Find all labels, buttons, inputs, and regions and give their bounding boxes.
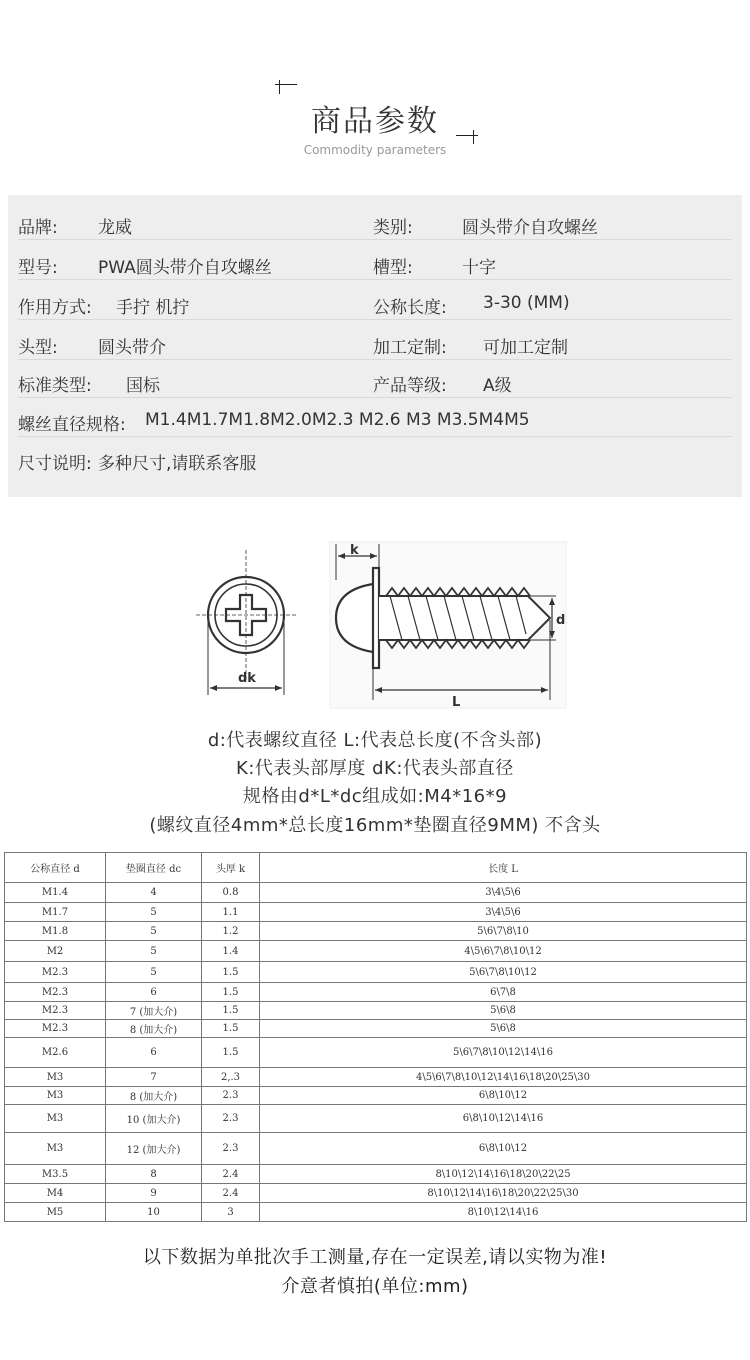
- category-value: 圆头带介自攻螺丝: [462, 218, 598, 238]
- cell-washer-diameter: 10: [106, 1203, 202, 1222]
- param-row: [18, 201, 732, 240]
- grade-label: 产品等级:: [373, 376, 447, 396]
- cell-washer-diameter: 4: [106, 883, 202, 903]
- cell-length: 4\5\6\7\8\10\12: [260, 941, 747, 962]
- param-row: [18, 398, 732, 437]
- cell-washer-diameter: 6: [106, 983, 202, 1002]
- grade-value: A级: [483, 376, 512, 396]
- column-header: 长度 L: [260, 853, 747, 883]
- cell-length: 5\6\8: [260, 1020, 747, 1038]
- cell-head-thickness: 2.3: [202, 1105, 260, 1133]
- table-row: [5, 883, 747, 903]
- cell-diameter: M3: [5, 1105, 106, 1133]
- standard-value: 国标: [126, 376, 160, 396]
- table-row: [5, 1105, 747, 1133]
- usage-label: 作用方式:: [18, 298, 92, 318]
- cell-washer-diameter: 8: [106, 1165, 202, 1184]
- cell-washer-diameter: 6: [106, 1038, 202, 1068]
- screw-diagram: [190, 540, 570, 710]
- cell-head-thickness: 2.4: [202, 1165, 260, 1184]
- diameter-value: M1.4M1.7M1.8M2.0M2.3 M2.6 M3 M3.5M4M5: [145, 410, 530, 430]
- cell-washer-diameter: 5: [106, 962, 202, 983]
- cell-head-thickness: 1.5: [202, 983, 260, 1002]
- cell-diameter: M4: [5, 1184, 106, 1203]
- cell-washer-diameter: 5: [106, 941, 202, 962]
- cell-washer-diameter: 10 (加大介): [106, 1105, 202, 1133]
- cell-diameter: M2.3: [5, 1002, 106, 1020]
- cell-length: 6\7\8: [260, 983, 747, 1002]
- table-row: [5, 1002, 747, 1020]
- cell-diameter: M1.8: [5, 922, 106, 941]
- standard-label: 标准类型:: [18, 376, 92, 396]
- cell-head-thickness: 2.3: [202, 1133, 260, 1165]
- cell-length: 8\10\12\14\16: [260, 1203, 747, 1222]
- cell-diameter: M3.5: [5, 1165, 106, 1184]
- cell-diameter: M2.3: [5, 983, 106, 1002]
- head-value: 圆头带介: [98, 338, 166, 358]
- cell-diameter: M2.3: [5, 1020, 106, 1038]
- caption-line: K:代表头部厚度 dK:代表头部直径: [236, 758, 514, 779]
- cell-washer-diameter: 5: [106, 922, 202, 941]
- table-header-row: [5, 853, 747, 883]
- cell-head-thickness: 1.5: [202, 1020, 260, 1038]
- params-panel: [8, 195, 742, 497]
- cell-head-thickness: 2.4: [202, 1184, 260, 1203]
- cell-head-thickness: 2.3: [202, 1087, 260, 1105]
- table-body: [5, 883, 747, 1222]
- cell-length: 8\10\12\14\16\18\20\22\25: [260, 1165, 747, 1184]
- cell-washer-diameter: 8 (加大介): [106, 1087, 202, 1105]
- param-row: [18, 359, 732, 398]
- cell-head-thickness: 1.2: [202, 922, 260, 941]
- cell-length: 6\8\10\12: [260, 1087, 747, 1105]
- cell-diameter: M2: [5, 941, 106, 962]
- cell-head-thickness: 3: [202, 1203, 260, 1222]
- cell-length: 5\6\7\8\10\12\14\16: [260, 1038, 747, 1068]
- corner-decoration: [473, 130, 474, 144]
- table-row: [5, 1087, 747, 1105]
- cell-length: 3\4\5\6: [260, 903, 747, 922]
- column-header: 头厚 k: [202, 853, 260, 883]
- param-row: [18, 241, 732, 280]
- table-row: [5, 962, 747, 983]
- page-subtitle: Commodity parameters: [303, 143, 447, 157]
- section-header: [0, 0, 750, 175]
- custom-label: 加工定制:: [373, 338, 447, 358]
- label-d: d: [556, 613, 566, 628]
- screw-side-view: [330, 542, 566, 708]
- cell-length: 6\8\10\12: [260, 1133, 747, 1165]
- cell-diameter: M2.6: [5, 1038, 106, 1068]
- cell-length: 5\6\7\8\10: [260, 922, 747, 941]
- footer-note: 介意者慎拍(单位:mm): [281, 1276, 469, 1297]
- table-row: [5, 1068, 747, 1087]
- corner-decoration: [456, 135, 478, 136]
- table-row: [5, 1203, 747, 1222]
- param-row: [18, 321, 732, 360]
- cell-diameter: M3: [5, 1068, 106, 1087]
- table-row: [5, 983, 747, 1002]
- table-row: [5, 1133, 747, 1165]
- brand-value: 龙威: [98, 218, 132, 238]
- cell-length: 4\5\6\7\8\10\12\14\16\18\20\25\30: [260, 1068, 747, 1087]
- cell-diameter: M5: [5, 1203, 106, 1222]
- usage-value: 手拧 机拧: [116, 298, 190, 318]
- caption-line: (螺纹直径4mm*总长度16mm*垫圈直径9MM) 不含头: [149, 815, 601, 836]
- param-row: [18, 281, 732, 320]
- cell-length: 3\4\5\6: [260, 883, 747, 903]
- column-header: 垫圈直径 dc: [106, 853, 202, 883]
- table-row: [5, 922, 747, 941]
- cell-diameter: M3: [5, 1133, 106, 1165]
- length-label: 公称长度:: [373, 298, 447, 318]
- table-row: [5, 1165, 747, 1184]
- cell-diameter: M1.4: [5, 883, 106, 903]
- slot-label: 槽型:: [373, 258, 413, 278]
- cell-washer-diameter: 7: [106, 1068, 202, 1087]
- cell-head-thickness: 1.5: [202, 962, 260, 983]
- cell-washer-diameter: 12 (加大介): [106, 1133, 202, 1165]
- cell-head-thickness: 1.5: [202, 1002, 260, 1020]
- model-label: 型号:: [18, 258, 58, 278]
- head-label: 头型:: [18, 338, 58, 358]
- brand-label: 品牌:: [18, 218, 58, 238]
- diameter-label: 螺丝直径规格:: [18, 415, 126, 435]
- caption-line: 规格由d*L*dc组成如:M4*16*9: [242, 786, 508, 807]
- size-label: 尺寸说明:: [18, 454, 92, 474]
- model-value: PWA圆头带介自攻螺丝: [98, 258, 272, 278]
- cell-head-thickness: 1.4: [202, 941, 260, 962]
- custom-value: 可加工定制: [483, 338, 568, 358]
- size-value: 多种尺寸,请联系客服: [98, 454, 257, 474]
- cell-washer-diameter: 7 (加大介): [106, 1002, 202, 1020]
- cell-head-thickness: 1.1: [202, 903, 260, 922]
- param-row: [18, 437, 732, 476]
- cell-washer-diameter: 9: [106, 1184, 202, 1203]
- cell-diameter: M1.7: [5, 903, 106, 922]
- cell-length: 6\8\10\12\14\16: [260, 1105, 747, 1133]
- cell-length: 5\6\7\8\10\12: [260, 962, 747, 983]
- label-k: k: [350, 543, 359, 558]
- cell-head-thickness: 1.5: [202, 1038, 260, 1068]
- table-row: [5, 1184, 747, 1203]
- table-row: [5, 903, 747, 922]
- cell-washer-diameter: 5: [106, 903, 202, 922]
- table-row: [5, 941, 747, 962]
- column-header: 公称直径 d: [5, 853, 106, 883]
- category-label: 类别:: [373, 218, 413, 238]
- page-title: 商品参数: [311, 104, 439, 139]
- footer-note: 以下数据为单批次手工测量,存在一定误差,请以实物为准!: [142, 1247, 608, 1268]
- corner-decoration: [279, 80, 280, 94]
- cell-washer-diameter: 8 (加大介): [106, 1020, 202, 1038]
- cell-length: 5\6\8: [260, 1002, 747, 1020]
- spec-table: [4, 852, 747, 1222]
- label-dk: dk: [238, 671, 256, 686]
- slot-value: 十字: [462, 258, 496, 278]
- table-row: [5, 1038, 747, 1068]
- caption-line: d:代表螺纹直径 L:代表总长度(不含头部): [207, 730, 543, 751]
- table-row: [5, 1020, 747, 1038]
- cell-length: 8\10\12\14\16\18\20\22\25\30: [260, 1184, 747, 1203]
- cell-diameter: M3: [5, 1087, 106, 1105]
- cell-diameter: M2.3: [5, 962, 106, 983]
- label-l: L: [452, 695, 461, 710]
- length-value: 3-30 (MM): [483, 293, 570, 313]
- cell-head-thickness: 0.8: [202, 883, 260, 903]
- cell-head-thickness: 2,.3: [202, 1068, 260, 1087]
